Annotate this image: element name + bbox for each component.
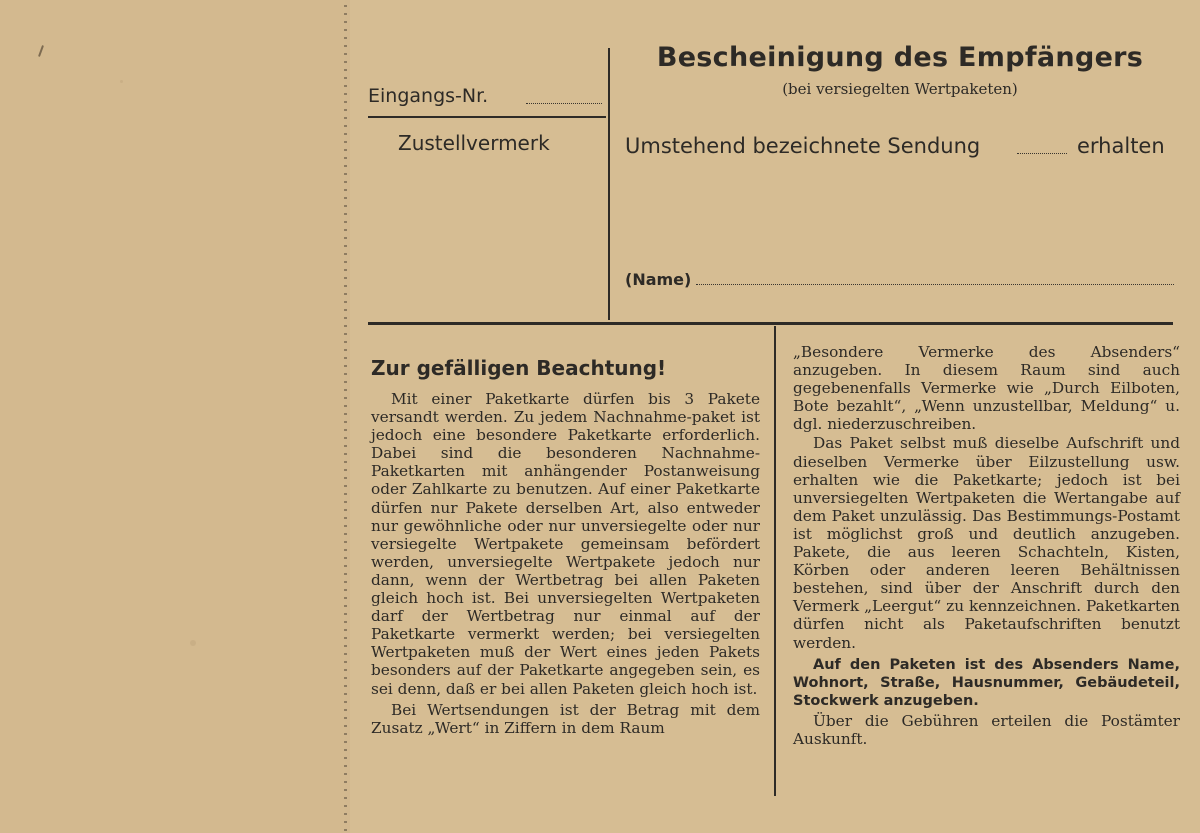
upper-divider — [608, 48, 610, 320]
eingangs-nr-field[interactable] — [526, 103, 602, 104]
name-label: (Name) — [625, 270, 692, 289]
receipt-line-start: Umstehend bezeichnete Sendung — [625, 134, 981, 158]
notice-paragraph: Mit einer Paketkarte dürfen bis 3 Pakete versandt werden. Zu jedem Nachnahme-paket ist jedoch eine besondere Paketkarte erforderlich. Dabei sind die besonderen Nachnahme-Paketkarten mit anhängender Postanweisung oder Zahlkarte zu benutzen. Auf einer Paketkarte dürfen nur Pakete derselben Art, also entweder nur gewöhnliche oder nur unversiegelte oder nur versiegelte Wertpakete gemeinsam befördert werden, unversiegelte Wertpakete jedoch nur dann, wenn der Wertbetrag bei allen Paketen gleich hoch ist. Bei unversiegelten Wertpaketen darf der Wertbetrag nur einmal auf der Paketkarte vermerkt werden; bei versiegelten Wertpaketen muß der Wert eines jeden Pakets besonders auf der Paketkarte angegeben sein, es sei denn, daß er bei allen Paketen gleich hoch ist. — [371, 390, 760, 698]
name-field[interactable] — [696, 284, 1174, 285]
receipt-line-end: erhalten — [1077, 134, 1165, 158]
perforation-edge — [340, 0, 350, 833]
zustellvermerk-label: Zustellvermerk — [398, 131, 550, 155]
notice-paragraph: Über die Gebühren erteilen die Postämter Auskunft. — [793, 711, 1180, 748]
eingangs-nr-label: Eingangs-Nr. — [368, 85, 489, 107]
eingang-rule — [368, 116, 606, 118]
card-stub — [0, 0, 345, 833]
parcel-card-back — [350, 0, 1200, 833]
notice-left-column — [371, 390, 760, 737]
section-rule — [368, 322, 1173, 325]
receipt-sendung-field[interactable] — [1017, 153, 1067, 154]
notice-paragraph: Bei Wertsendungen ist der Betrag mit dem Zusatz „Wert“ in Ziffern in dem Raum — [371, 700, 760, 737]
column-divider — [774, 326, 776, 796]
notice-right-column — [793, 343, 1180, 748]
notice-paragraph: „Besondere Vermerke des Absenders“ anzugeben. In diesem Raum sind auch gegebenenfalls Vermerke wie „Durch Eilboten, Bote bezahlt“, „Wenn unzustellbar, Meldung“ u. dgl. niederzuschreiben. — [793, 343, 1180, 434]
notice-paragraph: Das Paket selbst muß dieselbe Aufschrift und dieselben Vermerke über Eilzustellung usw. erhalten wie die Paketkarte; jedoch ist bei unversiegelten Wertpaketen die Wertangabe auf dem Paket unzulässig. Das Bestimmungs-Postamt ist möglichst groß und deutlich anzugeben. Pakete, die aus leeren Schachteln, Kisten, Körben oder anderen leeren Behältnissen bestehen, sind über der Anschrift durch den Vermerk „Leergut“ zu kennzeichnen. Paketkarten dürfen nicht als Paketaufschriften benutzt werden. — [793, 434, 1180, 652]
notice-paragraph-bold: Auf den Paketen ist des Absenders Name, Wohnort, Straße, Hausnummer, Gebäudeteil, Stockwerk anzugeben. — [793, 656, 1180, 709]
receipt-subtitle: (bei versiegelten Wertpaketen) — [782, 80, 1018, 98]
notice-title: Zur gefälligen Beachtung! — [371, 356, 667, 380]
receipt-title: Bescheinigung des Empfängers — [656, 42, 1144, 73]
